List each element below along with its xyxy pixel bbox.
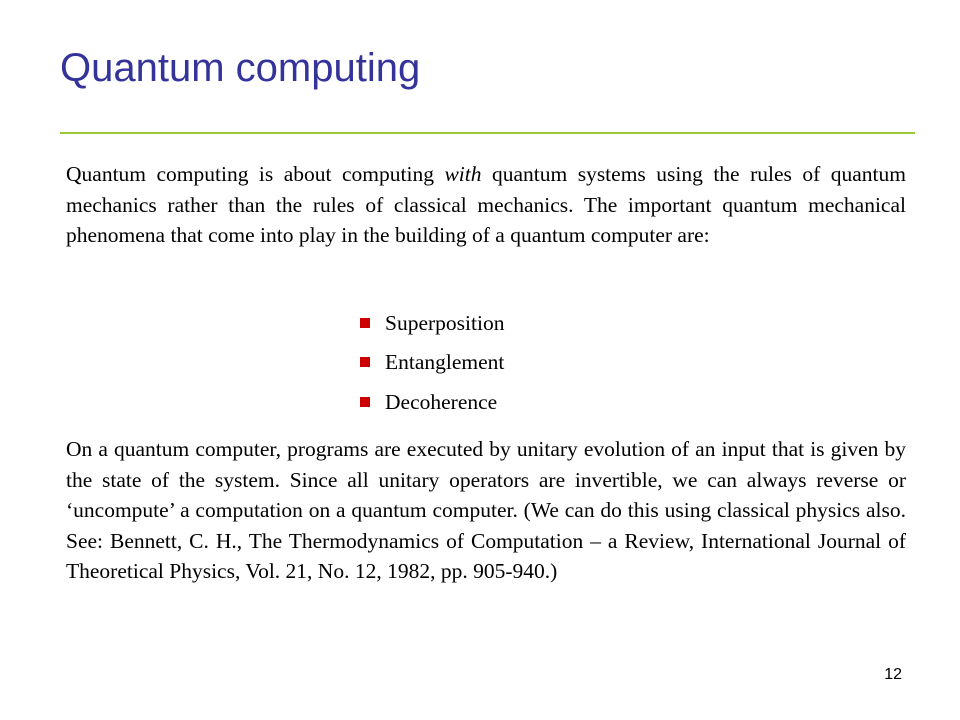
list-item-label: Decoherence <box>385 389 498 414</box>
intro-paragraph <box>66 159 906 251</box>
slide-title: Quantum computing <box>60 46 421 90</box>
list-item-label: Entanglement <box>385 350 505 375</box>
square-bullet-icon <box>360 357 370 367</box>
intro-emphasis: with <box>444 162 482 186</box>
list-item <box>360 343 504 383</box>
body-paragraph: On a quantum computer, programs are executed by unitary evolution of an input that is given by the state of the system. Since all unitary operators are invertible, we can always reverse or ‘uncompute’ a computation on a quantum computer. (We can do this using classical physics also. See: Bennett, C. H., The Thermodynamics of Computation – a Review, International Journal of Theoretical Physics, Vol. 21, No. 12, 1982, pp. 905-940.) <box>66 437 906 583</box>
square-bullet-icon <box>360 318 370 328</box>
intro-text-start: Quantum computing is about computing <box>66 162 445 186</box>
list-item <box>360 303 504 343</box>
list-item-label: Superposition <box>385 310 505 335</box>
title-divider <box>60 132 915 134</box>
page-number: 12 <box>884 666 902 683</box>
list-item <box>360 382 504 422</box>
intro-text-end: quantum systems using the rules of quantum mechanics rather than the rules of classical mechanics. The important quantum mechanical phenomena that come into play in the building of a quantum computer are: <box>66 162 906 247</box>
phenomena-list <box>360 303 504 422</box>
square-bullet-icon <box>360 397 370 407</box>
